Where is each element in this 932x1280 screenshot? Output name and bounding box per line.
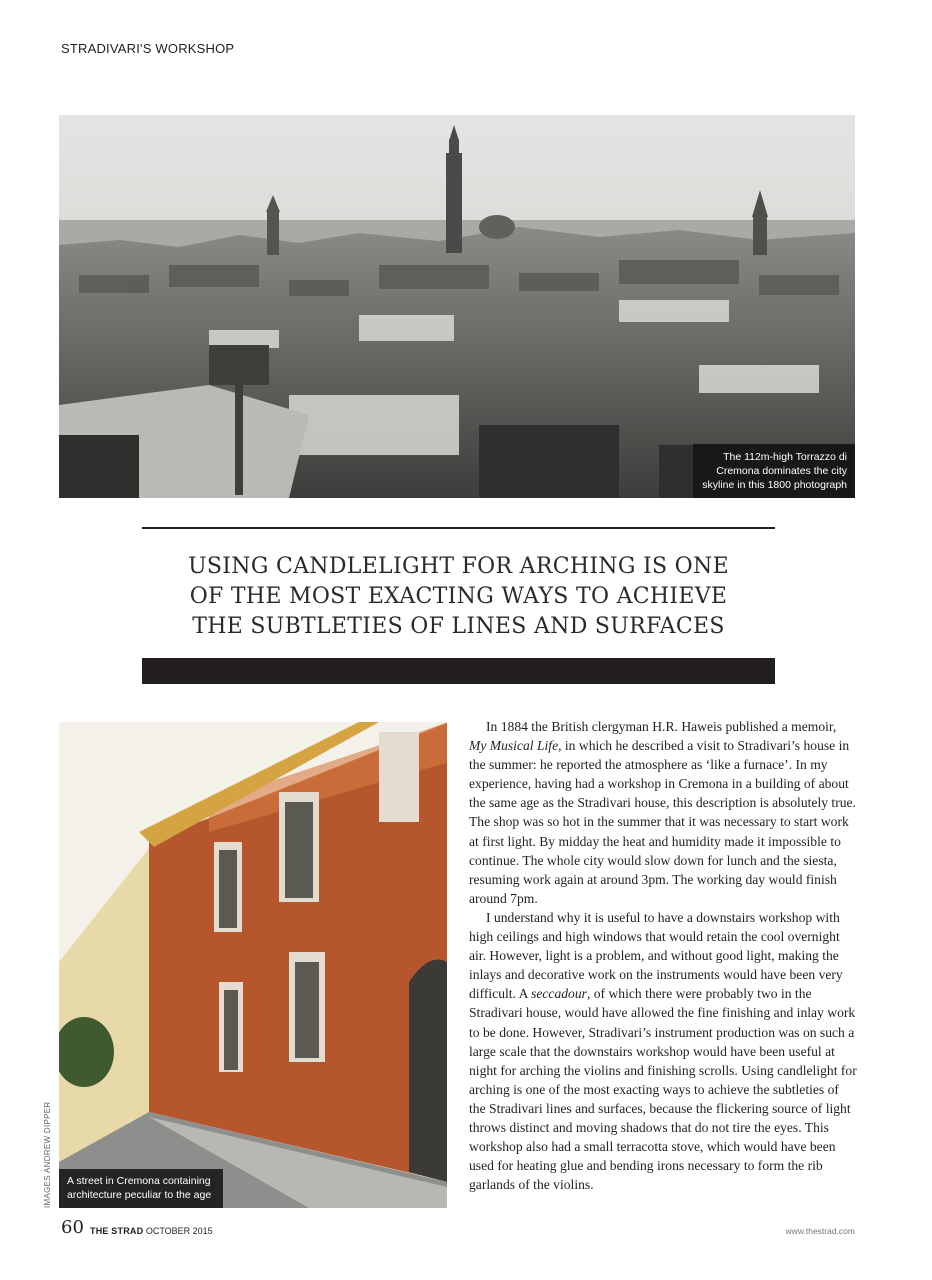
cremona-skyline-photo (59, 115, 855, 498)
website-url: www.thestrad.com (785, 1226, 855, 1236)
italic-term: seccadour (531, 986, 587, 1002)
pullquote-line: OF THE MOST EXACTING WAYS TO ACHIEVE (189, 584, 728, 609)
pullquote-rule-top (142, 527, 775, 529)
top-photo-caption: The 112m-high Torrazzo di Cremona dominates the city skyline in this 1800 photograph (693, 444, 855, 498)
magazine-name: THE STRAD (90, 1226, 144, 1236)
issue-date: OCTOBER 2015 (145, 1226, 213, 1236)
pullquote-line: USING CANDLELIGHT FOR ARCHING IS ONE (188, 554, 729, 579)
magazine-issue (90, 1226, 213, 1236)
cremona-street-photo (59, 722, 447, 1208)
pullquote-line: THE SUBTLETIES OF LINES AND SURFACES (192, 614, 725, 639)
article-paragraph: I understand why it is useful to have a downstairs workshop with high ceilings and high windows that would retain the cool overnight air. However, light is a problem, and without good light, making the inlays and decorative work on the instruments would have been very difficult. A seccadour, of which there were probably two in the Stradivari house, would have allowed the fine finishing and inlay work to be done. However, Stradivari’s instrument production was on such a large scale that the downstairs workshop would have been useful at night for arching the violins and finishing scrolls. Using candlelight for arching is one of the most exacting ways to achieve the subtleties of the Stradivari lines and surfaces, because the flickering source of light throws distinct and moving shadows that do not tire the eyes. This workshop also had a small terracotta stove, which would have been used for heating glue and bending irons necessary to form the rib garlands of the violins. (469, 909, 857, 1193)
section-label: STRADIVARI'S WORKSHOP (61, 41, 235, 56)
image-credit: IMAGES ANDREW DIPPER (43, 1101, 52, 1208)
pullquote-rule-bottom (142, 658, 775, 684)
article-body (469, 717, 857, 1194)
page-number: 60 (61, 1217, 84, 1238)
street-illustration (59, 722, 447, 1208)
book-title: My Musical Life, (469, 738, 562, 754)
pullquote (142, 552, 775, 642)
street-photo-caption: A street in Cremona containing architecture peculiar to the age (59, 1169, 223, 1208)
skyline-illustration (59, 115, 855, 498)
article-paragraph: In 1884 the British clergyman H.R. Haweis published a memoir, My Musical Life, in which he described a visit to Stradivari’s house in the summer: he reported the atmosphere as ‘like a furnace’. In my experience, having had a workshop in Cremona in a building of about the same age as the Stradivari house, this description is absolutely true. The shop was so hot in the summer that it was necessary to start work at first light. By midday the heat and humidity made it impossible to continue. The whole city would slow down for lunch and the siesta, resuming work again at around 3pm. The working day would finish around 7pm. (469, 719, 856, 906)
